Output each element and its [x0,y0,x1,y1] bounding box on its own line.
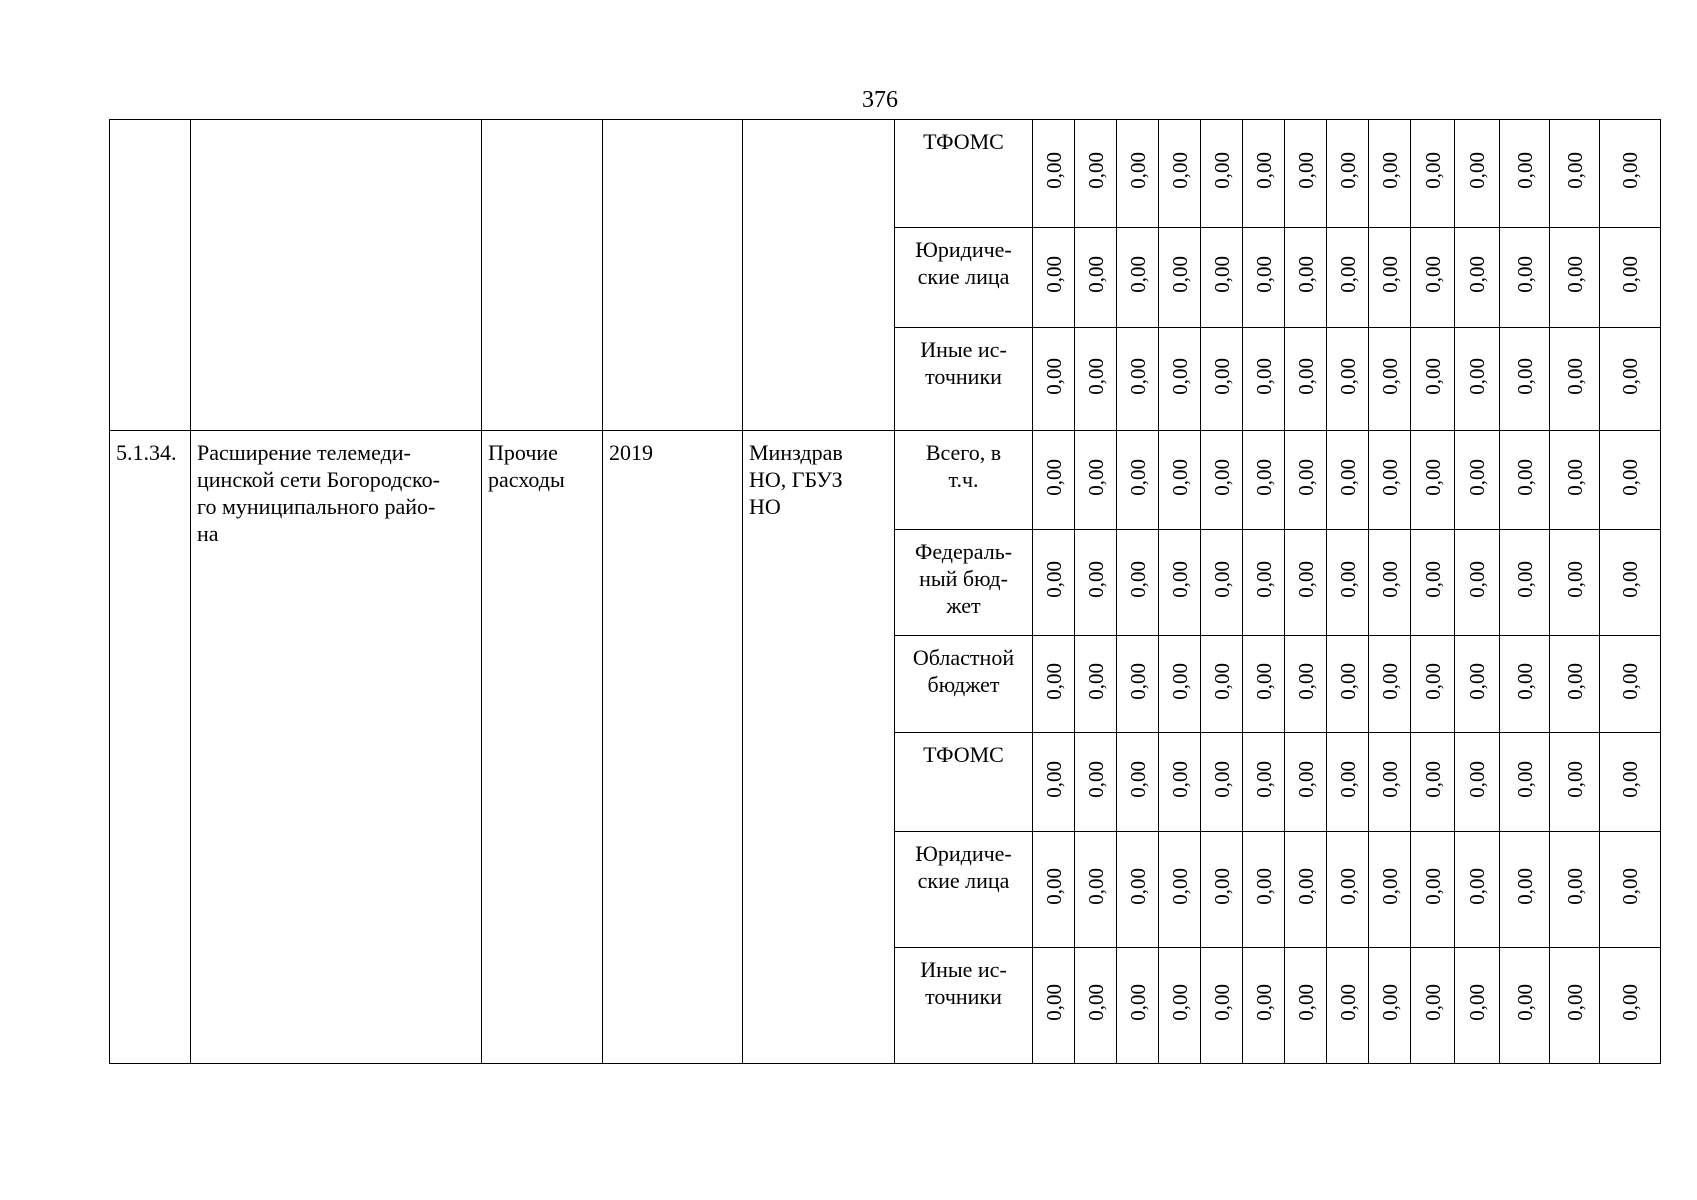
value: 0,00 [1420,561,1445,598]
value: 0,00 [1377,256,1402,293]
value: 0,00 [1562,868,1587,905]
value: 0,00 [1251,662,1276,700]
value-cell [1285,120,1327,228]
value: 0,00 [1465,760,1489,798]
value: 0,00 [1618,152,1642,189]
value: 0,00 [1041,357,1066,395]
value-cell [1243,832,1285,948]
value-cell [1600,530,1661,636]
value: 0,00 [1465,256,1489,293]
value-cell [1285,530,1327,636]
value: 0,00 [1209,984,1234,1021]
value-cell [1550,228,1600,328]
value-cell [1550,431,1600,530]
value-cell [1159,636,1201,733]
value: 0,00 [1125,458,1150,496]
item-number-cell [110,431,191,1064]
value-cell [1159,228,1201,328]
value: 0,00 [1420,984,1445,1021]
funding-source-cell [895,120,1033,228]
value-cell [1550,530,1600,636]
value: 0,00 [1377,662,1402,700]
value-cell [1159,733,1201,832]
value: 0,00 [1335,357,1360,395]
value-cell [1411,431,1455,530]
value: 0,00 [1562,561,1587,598]
value: 0,00 [1618,868,1642,905]
value-cell [1455,120,1500,228]
value: 0,00 [1251,357,1276,395]
value-cell [1117,733,1159,832]
year: 2019 [609,440,653,465]
value: 0,00 [1465,868,1489,905]
value: 0,00 [1335,760,1360,798]
value-cell [1500,328,1550,431]
value: 0,00 [1251,152,1276,189]
value-cell [1327,120,1369,228]
item-number: 5.1.34. [116,440,177,465]
table-row [110,431,1661,530]
value-cell [1455,636,1500,733]
value-cell [1201,636,1243,733]
value-cell [1075,228,1117,328]
value: 0,00 [1512,458,1537,496]
value: 0,00 [1125,984,1150,1021]
value-cell [1117,636,1159,733]
value-cell [1075,530,1117,636]
value: 0,00 [1377,561,1402,598]
value-cell [1500,530,1550,636]
value: 0,00 [1562,458,1587,496]
value-cell [1455,948,1500,1064]
value: 0,00 [1041,760,1066,798]
value-cell [1033,733,1075,832]
value-cell [1285,948,1327,1064]
value: 0,00 [1420,760,1445,798]
table-row [110,120,1661,228]
value: 0,00 [1512,984,1537,1021]
funding-source: Иные ис- точники [920,337,1007,389]
funding-source: Иные ис- точники [920,957,1007,1009]
value: 0,00 [1167,152,1192,189]
value-cell [1075,948,1117,1064]
value: 0,00 [1125,868,1150,905]
value: 0,00 [1083,868,1108,905]
value: 0,00 [1167,357,1192,395]
value: 0,00 [1562,152,1587,189]
funding-source-cell [895,636,1033,733]
value: 0,00 [1083,152,1108,189]
value-cell [1243,636,1285,733]
value: 0,00 [1335,152,1360,189]
year-empty-cell [603,120,743,431]
value: 0,00 [1512,868,1537,905]
value: 0,00 [1618,984,1642,1021]
value: 0,00 [1041,458,1066,496]
value-cell [1117,948,1159,1064]
value: 0,00 [1041,868,1066,905]
value: 0,00 [1293,984,1318,1021]
value: 0,00 [1618,357,1642,395]
value-cell [1285,328,1327,431]
value-cell [1075,832,1117,948]
value: 0,00 [1083,984,1108,1021]
page-number: 376 [862,87,898,113]
value-cell [1201,431,1243,530]
value-cell [1243,228,1285,328]
value-cell [1075,733,1117,832]
value-cell [1550,636,1600,733]
executor-empty-cell [743,120,895,431]
value-cell [1369,228,1411,328]
value-cell [1159,431,1201,530]
value-cell [1369,431,1411,530]
value-cell [1600,431,1661,530]
value-cell [1600,948,1661,1064]
value-cell [1117,832,1159,948]
value: 0,00 [1512,662,1537,700]
value: 0,00 [1209,561,1234,598]
value: 0,00 [1465,561,1489,598]
value: 0,00 [1125,357,1150,395]
value: 0,00 [1251,458,1276,496]
value: 0,00 [1251,868,1276,905]
value: 0,00 [1465,458,1489,496]
value: 0,00 [1209,868,1234,905]
value: 0,00 [1562,760,1587,798]
item-name-empty-cell [191,120,482,431]
value-cell [1033,636,1075,733]
value: 0,00 [1420,152,1445,189]
value: 0,00 [1251,256,1276,293]
value: 0,00 [1083,256,1108,293]
value-cell [1600,328,1661,431]
value-cell [1500,228,1550,328]
value: 0,00 [1293,357,1318,395]
value: 0,00 [1209,256,1234,293]
funding-source-cell [895,733,1033,832]
value-cell [1550,120,1600,228]
value: 0,00 [1167,984,1192,1021]
funding-source-cell [895,948,1033,1064]
value-cell [1033,328,1075,431]
value: 0,00 [1618,760,1642,798]
value: 0,00 [1167,662,1192,700]
value: 0,00 [1512,256,1537,293]
value: 0,00 [1562,984,1587,1021]
value-cell [1201,832,1243,948]
value: 0,00 [1293,561,1318,598]
value-cell [1411,228,1455,328]
value: 0,00 [1335,561,1360,598]
value-cell [1159,328,1201,431]
expense-type-empty-cell [482,120,603,431]
value-cell [1243,733,1285,832]
value-cell [1500,636,1550,733]
value: 0,00 [1209,357,1234,395]
value-cell [1201,328,1243,431]
value-cell [1369,530,1411,636]
value-cell [1500,733,1550,832]
value-cell [1550,328,1600,431]
value-cell [1243,328,1285,431]
value-cell [1243,431,1285,530]
value: 0,00 [1083,662,1108,700]
value-cell [1033,120,1075,228]
value-cell [1327,832,1369,948]
value-cell [1285,228,1327,328]
value-cell [1201,948,1243,1064]
value-cell [1600,832,1661,948]
value: 0,00 [1512,357,1537,395]
value-cell [1411,530,1455,636]
value-cell [1117,431,1159,530]
value: 0,00 [1251,760,1276,798]
value: 0,00 [1377,152,1402,189]
value-cell [1075,120,1117,228]
funding-source: ТФОМС [923,129,1004,154]
funding-source: Федераль- ный бюд- жет [914,539,1013,618]
value: 0,00 [1251,984,1276,1021]
value: 0,00 [1377,868,1402,905]
value: 0,00 [1512,760,1537,798]
value-cell [1411,948,1455,1064]
value-cell [1411,328,1455,431]
funding-source-cell [895,328,1033,431]
value-cell [1500,832,1550,948]
financing-table [109,119,1661,1064]
expense-type: Прочие расходы [488,440,565,492]
value: 0,00 [1420,868,1445,905]
funding-source: ТФОМС [923,742,1004,767]
value-cell [1369,733,1411,832]
value: 0,00 [1209,662,1234,700]
value-cell [1285,431,1327,530]
value: 0,00 [1209,458,1234,496]
value-cell [1327,636,1369,733]
value-cell [1600,120,1661,228]
value-cell [1117,228,1159,328]
value: 0,00 [1420,458,1445,496]
value: 0,00 [1125,760,1150,798]
value-cell [1243,530,1285,636]
value: 0,00 [1420,256,1445,293]
value-cell [1075,431,1117,530]
value-cell [1075,328,1117,431]
value-cell [1411,733,1455,832]
value-cell [1500,948,1550,1064]
value: 0,00 [1335,458,1360,496]
value-cell [1201,228,1243,328]
value-cell [1033,431,1075,530]
value-cell [1285,733,1327,832]
value-cell [1285,636,1327,733]
year-cell [603,431,743,1064]
value-cell [1075,636,1117,733]
funding-source-cell [895,228,1033,328]
value: 0,00 [1125,152,1150,189]
value: 0,00 [1167,256,1192,293]
executor: Минздрав НО, ГБУЗ НО [749,440,843,519]
value: 0,00 [1041,152,1066,189]
value: 0,00 [1562,256,1587,293]
value: 0,00 [1125,662,1150,700]
value: 0,00 [1512,561,1537,598]
funding-source: Юридиче- ские лица [915,841,1012,893]
value: 0,00 [1251,561,1276,598]
value-cell [1327,328,1369,431]
value-cell [1117,120,1159,228]
funding-source: Областной бюджет [912,645,1015,697]
value: 0,00 [1335,868,1360,905]
value-cell [1159,832,1201,948]
item-name: Расширение телемеди- цинской сети Богородско- го муниципального райо- на [197,440,440,546]
value-cell [1455,832,1500,948]
value-cell [1500,431,1550,530]
value: 0,00 [1465,152,1489,189]
value: 0,00 [1083,760,1108,798]
value-cell [1369,636,1411,733]
value-cell [1033,948,1075,1064]
value-cell [1369,120,1411,228]
value: 0,00 [1377,760,1402,798]
value: 0,00 [1377,984,1402,1021]
value-cell [1159,530,1201,636]
value-cell [1369,948,1411,1064]
value-cell [1369,328,1411,431]
value: 0,00 [1041,984,1066,1021]
value-cell [1600,636,1661,733]
value-cell [1327,733,1369,832]
value: 0,00 [1618,458,1642,496]
value: 0,00 [1083,561,1108,598]
value: 0,00 [1618,662,1642,700]
value: 0,00 [1083,458,1108,496]
value-cell [1033,530,1075,636]
value-cell [1117,530,1159,636]
value-cell [1327,228,1369,328]
value-cell [1411,832,1455,948]
funding-source-cell [895,431,1033,530]
value: 0,00 [1377,458,1402,496]
value-cell [1600,733,1661,832]
value-cell [1550,832,1600,948]
value: 0,00 [1562,357,1587,395]
value-cell [1117,328,1159,431]
value-cell [1411,636,1455,733]
value-cell [1369,832,1411,948]
value: 0,00 [1041,561,1066,598]
value-cell [1033,228,1075,328]
value-cell [1455,328,1500,431]
funding-source-cell [895,530,1033,636]
value: 0,00 [1293,760,1318,798]
value-cell [1411,120,1455,228]
value: 0,00 [1293,256,1318,293]
value: 0,00 [1618,561,1642,598]
value: 0,00 [1335,984,1360,1021]
value: 0,00 [1293,868,1318,905]
value-cell [1159,120,1201,228]
value: 0,00 [1377,357,1402,395]
value-cell [1201,120,1243,228]
value-cell [1285,832,1327,948]
value-cell [1243,120,1285,228]
item-name-cell [191,431,482,1064]
value: 0,00 [1125,561,1150,598]
value: 0,00 [1512,152,1537,189]
value: 0,00 [1125,256,1150,293]
expense-type-cell [482,431,603,1064]
value-cell [1201,733,1243,832]
item-number-empty-cell [110,120,191,431]
value-cell [1600,228,1661,328]
funding-source: Юридиче- ские лица [915,237,1012,289]
value-cell [1455,733,1500,832]
value: 0,00 [1420,662,1445,700]
value-cell [1455,530,1500,636]
funding-source: Всего, в т.ч. [925,440,1002,492]
funding-source-cell [895,832,1033,948]
value: 0,00 [1167,760,1192,798]
value: 0,00 [1465,357,1489,395]
value: 0,00 [1167,868,1192,905]
value: 0,00 [1167,561,1192,598]
value-cell [1455,431,1500,530]
value: 0,00 [1293,662,1318,700]
value: 0,00 [1465,984,1489,1021]
value: 0,00 [1209,152,1234,189]
value: 0,00 [1335,256,1360,293]
value: 0,00 [1167,458,1192,496]
value-cell [1243,948,1285,1064]
value: 0,00 [1041,256,1066,293]
value: 0,00 [1465,662,1489,700]
value: 0,00 [1420,357,1445,395]
value-cell [1033,832,1075,948]
value-cell [1500,120,1550,228]
executor-cell [743,431,895,1064]
value: 0,00 [1618,256,1642,293]
value-cell [1201,530,1243,636]
value-cell [1327,431,1369,530]
value-cell [1327,530,1369,636]
value: 0,00 [1293,152,1318,189]
value-cell [1550,733,1600,832]
value: 0,00 [1083,357,1108,395]
value: 0,00 [1041,662,1066,700]
value-cell [1159,948,1201,1064]
value: 0,00 [1293,458,1318,496]
value: 0,00 [1209,760,1234,798]
value: 0,00 [1335,662,1360,700]
value-cell [1550,948,1600,1064]
value-cell [1327,948,1369,1064]
value-cell [1455,228,1500,328]
value: 0,00 [1562,662,1587,700]
